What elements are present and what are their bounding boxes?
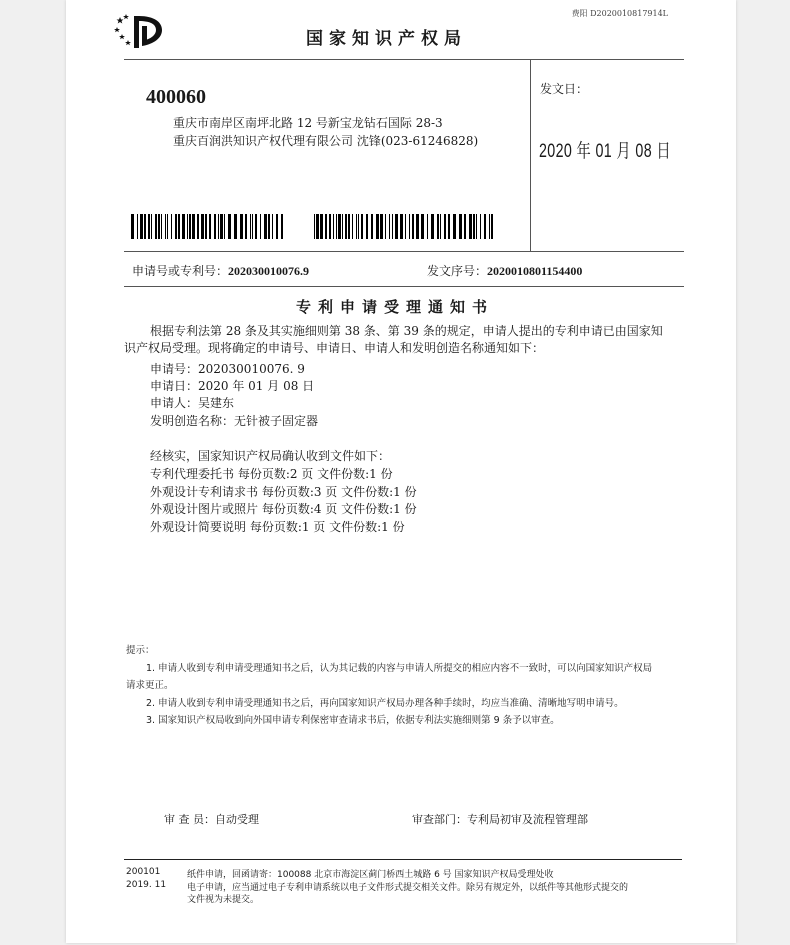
received-file-4: 外观设计简要说明 每份页数:1 页 文件份数:1 份: [150, 520, 405, 534]
field-invention-name: 发明创造名称：无针被子固定器: [150, 414, 319, 428]
footer-divider: [124, 859, 682, 860]
application-number-value: 202030010076.9: [228, 264, 310, 278]
bureau-title: 国家知识产权局: [306, 29, 467, 49]
send-date-value: 2020 年 01 月 08 日: [539, 141, 671, 162]
document-reference: 费阳 D2020010817914L: [571, 9, 668, 18]
footer-line-2: 电子申请，应当通过电子专利申请系统以电子文件形式提交相关文件。除另有规定外，以纸件等其他形式提交的: [187, 883, 629, 893]
application-number-label: 申请号或专利号：: [132, 264, 229, 278]
serial-number-value: 2020010801154400: [487, 264, 583, 278]
examiner: 审 查 员：自动受理: [164, 813, 259, 826]
form-code: 200101: [126, 867, 161, 877]
examining-department: 审查部门：专利局初审及流程管理部: [412, 813, 588, 826]
application-number: [132, 262, 309, 279]
header-divider: [124, 59, 684, 60]
intro-paragraph: 根据专利法第 28 条及其实施细则第 38 条、第 39 条的规定，申请人提出的专利申请已由国家知识产权局受理。现将确定的申请号、申请日、申请人和发明创造名称通知如下：: [124, 324, 663, 355]
address-line-1: 重庆市南岸区南坪北路 12 号新宝龙钻石国际 28-3: [173, 116, 443, 130]
barcode-1: [131, 214, 283, 239]
meta-top-divider: [124, 251, 684, 252]
hint-3: 3. 国家知识产权局收到向外国申请专利保密审查请求书后，依据专利法实施细则第 9 条予以审查。: [146, 715, 560, 726]
address-box-divider: [530, 60, 531, 252]
form-version: 2019. 11: [126, 880, 167, 890]
address-line-2: 重庆百润洪知识产权代理有限公司 沈锋(023-61246828): [173, 134, 479, 148]
field-application-date: 申请日：2020 年 01 月 08 日: [150, 379, 315, 393]
hint-1-line-1: 1. 申请人收到专利申请受理通知书之后，认为其记载的内容与申请人所提交的相应内容不一致时，可以向国家知识产权局: [146, 663, 653, 674]
hint-2: 2. 申请人收到专利申请受理通知书之后，再向国家知识产权局办理各种手续时，均应当准确、清晰地写明申请号。: [146, 698, 624, 709]
postcode: 400060: [146, 86, 206, 108]
meta-bottom-divider: [124, 286, 684, 287]
barcode-2: [314, 214, 496, 239]
field-applicant: 申请人：吴建东: [150, 396, 235, 410]
document-title: 专利申请受理通知书: [295, 298, 494, 316]
footer-line-1: 纸件申请，回函请寄：100088 北京市海淀区蓟门桥西土城路 6 号 国家知识产权局受理处收: [187, 870, 554, 880]
hints-label: 提示：: [126, 645, 155, 656]
serial-number-label: 发文序号：: [427, 264, 488, 278]
field-application-number: 申请号：202030010076. 9: [150, 362, 305, 376]
received-file-1: 专利代理委托书 每份页数:2 页 文件份数:1 份: [150, 467, 393, 481]
cnipa-logo-icon: [114, 14, 166, 50]
received-file-2: 外观设计专利请求书 每份页数:3 页 文件份数:1 份: [150, 485, 417, 499]
received-intro: 经核实，国家知识产权局确认收到文件如下：: [150, 449, 391, 463]
footer-line-3: 文件视为未提交。: [187, 895, 260, 905]
serial-number: [427, 262, 582, 279]
send-date-label: 发文日：: [540, 82, 589, 96]
received-file-3: 外观设计图片或照片 每份页数:4 页 文件份数:1 份: [150, 502, 417, 516]
hint-1-line-2: 请求更正。: [126, 680, 174, 691]
